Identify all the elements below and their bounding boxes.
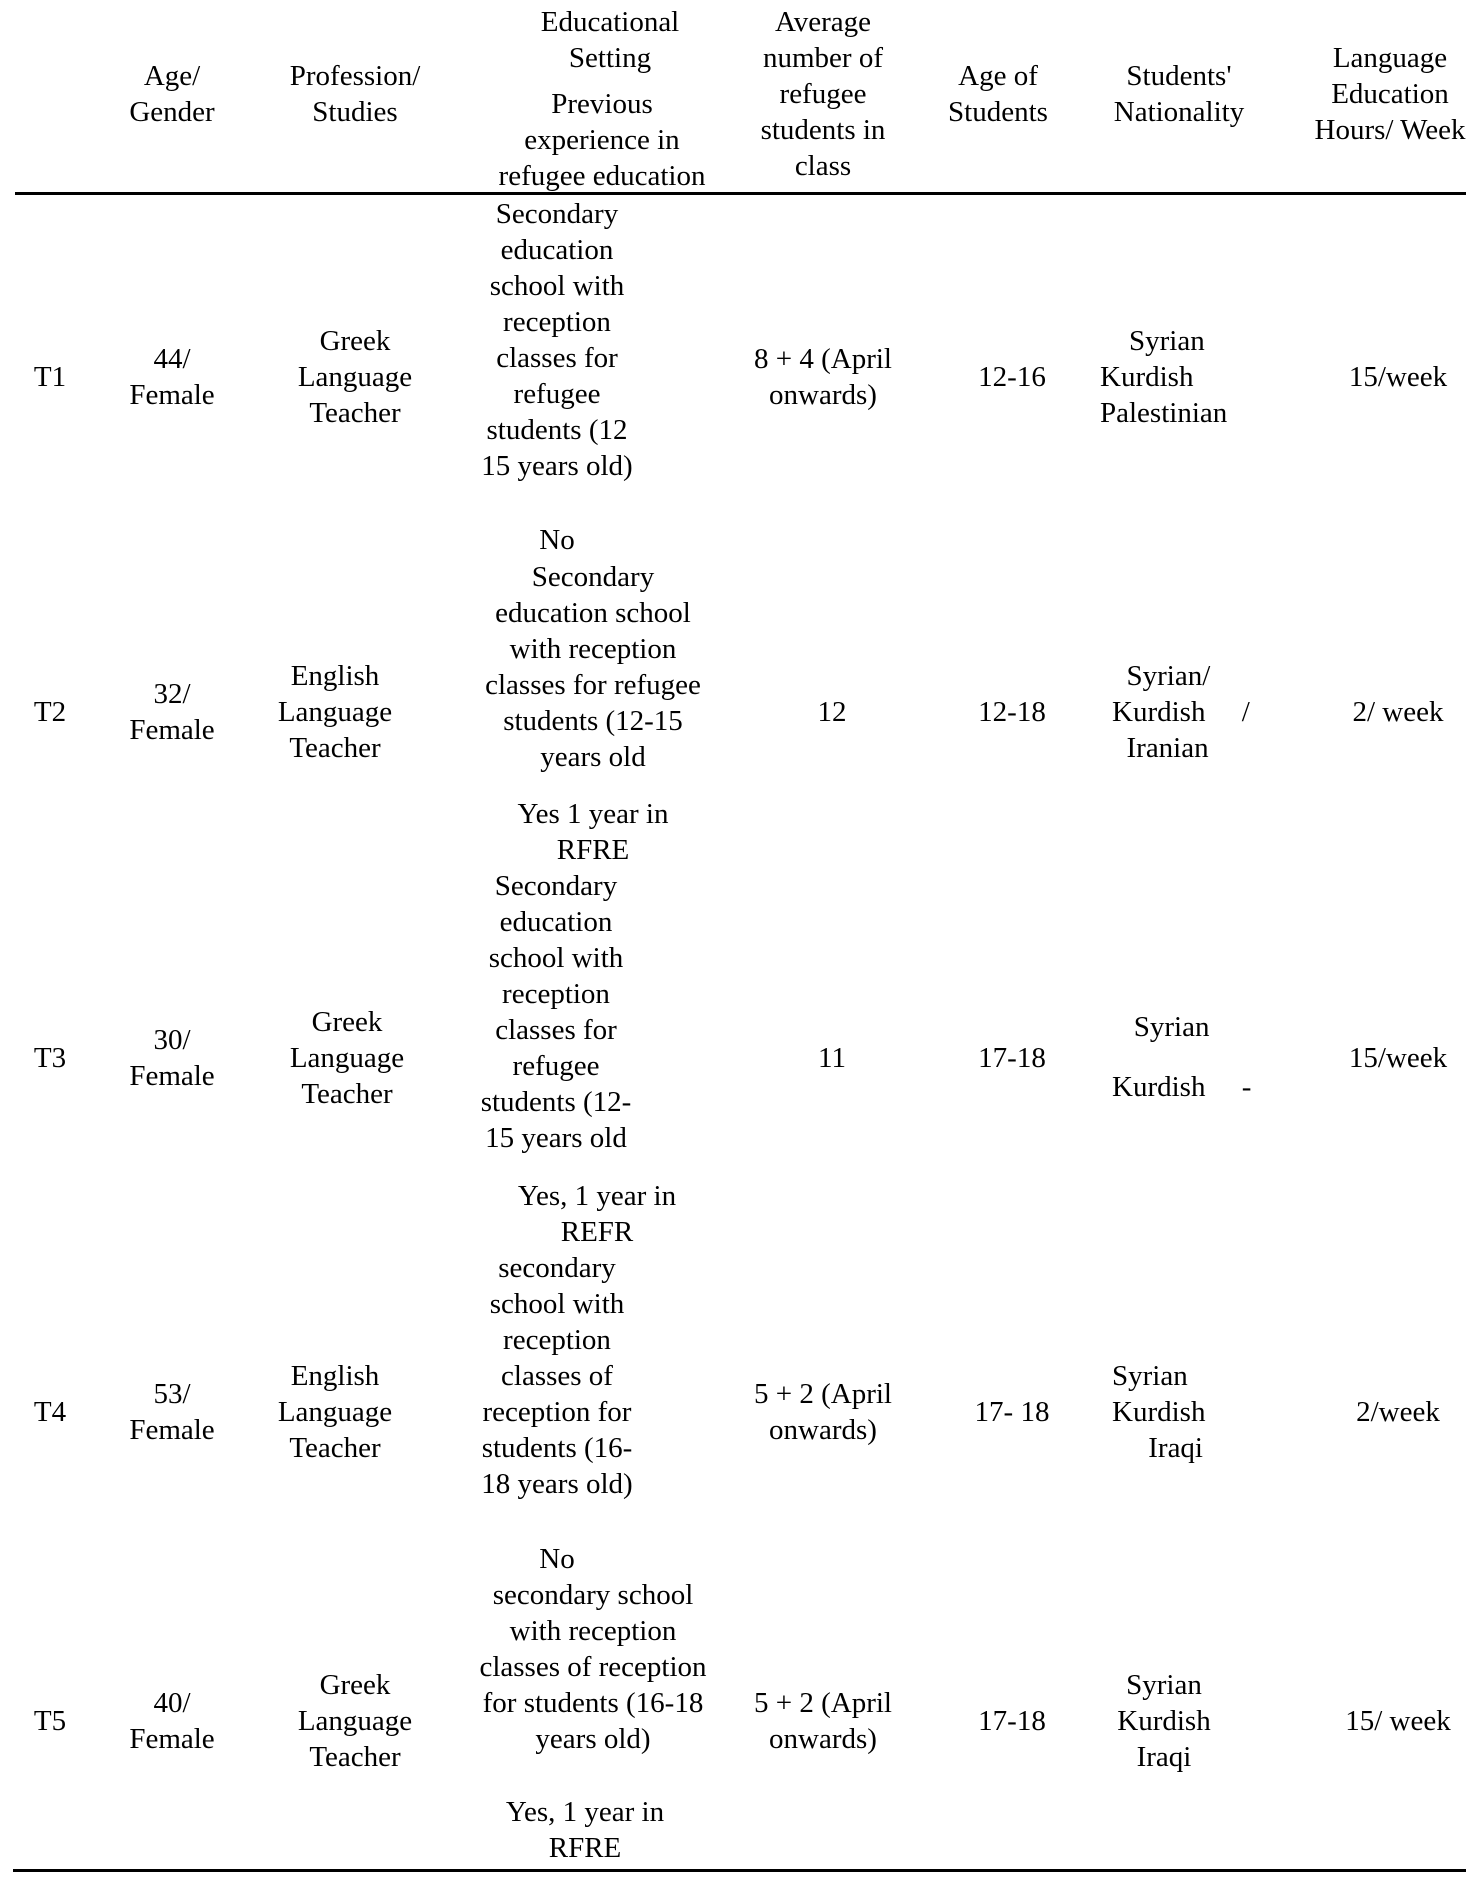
header-age-gender: Age/ Gender (129, 60, 215, 128)
nationality-cell: Syrian/ Kurdish / Iranian (1112, 660, 1250, 764)
header-hours: Language Education Hours/ Week (1314, 42, 1466, 146)
previous-experience-cell: Yes, 1 year in REFR (517, 1180, 677, 1248)
average-students-cell: 5 + 2 (April onwards) (754, 1378, 892, 1446)
educational-setting-cell: secondary school with reception classes of reception for students (16- 18 years old) (481, 1252, 633, 1500)
average-students-cell: 12 (817, 696, 847, 728)
header-profession: Profession/ Studies (289, 60, 421, 128)
hours-cell: 15/ week (1345, 1705, 1451, 1737)
header-previous-experience: Previous experience in refugee education (498, 88, 706, 192)
age-gender-cell: 44/ Female (129, 343, 215, 411)
hours-cell: 2/ week (1352, 696, 1444, 728)
educational-setting-cell: secondary school with reception classes of reception for students (16-18 years old) (479, 1579, 707, 1755)
age-of-students-cell: 12-18 (978, 696, 1046, 728)
educational-setting-cell: Secondary education school with reception classes for refugee students (12 15 years old) (481, 198, 633, 482)
row-id: T2 (33, 696, 67, 728)
age-of-students-cell: 12-16 (978, 361, 1046, 393)
profession-cell: English Language Teacher (277, 660, 393, 764)
hours-cell: 15/week (1348, 361, 1448, 393)
row-id: T4 (33, 1396, 67, 1428)
nationality-cell: Syrian Kurdish - (1112, 1011, 1252, 1103)
header-average-students: Average number of refugee students in class (760, 6, 886, 182)
row-id: T5 (33, 1705, 67, 1737)
average-students-cell: 11 (818, 1042, 846, 1074)
previous-experience-cell: Yes 1 year in RFRE (517, 798, 669, 866)
age-gender-cell: 32/ Female (129, 678, 215, 746)
hours-cell: 2/week (1356, 1396, 1440, 1428)
educational-setting-cell: Secondary education school with reception classes for refugee students (12-15 years old (485, 561, 701, 773)
header-age-of-students: Age of Students (948, 60, 1048, 128)
profession-cell: Greek Language Teacher (289, 1006, 405, 1110)
age-of-students-cell: 17- 18 (974, 1396, 1050, 1428)
hours-cell: 15/week (1348, 1042, 1448, 1074)
previous-experience-after-cell: Yes, 1 year in RFRE (505, 1796, 665, 1864)
header-rule (15, 192, 1466, 195)
nationality-cell: Syrian Kurdish Iraqi (1112, 1360, 1206, 1464)
age-gender-cell: 40/ Female (129, 1687, 215, 1755)
header-educational-setting: Educational Setting (540, 6, 680, 74)
row-id: T1 (33, 361, 67, 393)
bottom-rule (13, 1869, 1466, 1872)
age-gender-cell: 53/ Female (129, 1378, 215, 1446)
previous-experience-cell: No (539, 524, 575, 556)
previous-experience-cell: No (539, 1543, 575, 1575)
age-of-students-cell: 17-18 (978, 1042, 1046, 1074)
average-students-cell: 8 + 4 (April onwards) (754, 343, 892, 411)
header-nationality: Students' Nationality (1113, 60, 1245, 128)
nationality-cell: Syrian Kurdish Iraqi (1117, 1669, 1211, 1773)
age-gender-cell: 30/ Female (129, 1024, 215, 1092)
educational-setting-cell: Secondary education school with reception classes for refugee students (12- 15 years old (480, 870, 632, 1154)
nationality-cell: Syrian Kurdish Palestinian (1100, 325, 1228, 429)
profession-cell: Greek Language Teacher (297, 1669, 413, 1773)
average-students-cell: 5 + 2 (April onwards) (754, 1687, 892, 1755)
profession-cell: Greek Language Teacher (297, 325, 413, 429)
age-of-students-cell: 17-18 (978, 1705, 1046, 1737)
row-id: T3 (33, 1042, 67, 1074)
profession-cell: English Language Teacher (277, 1360, 393, 1464)
